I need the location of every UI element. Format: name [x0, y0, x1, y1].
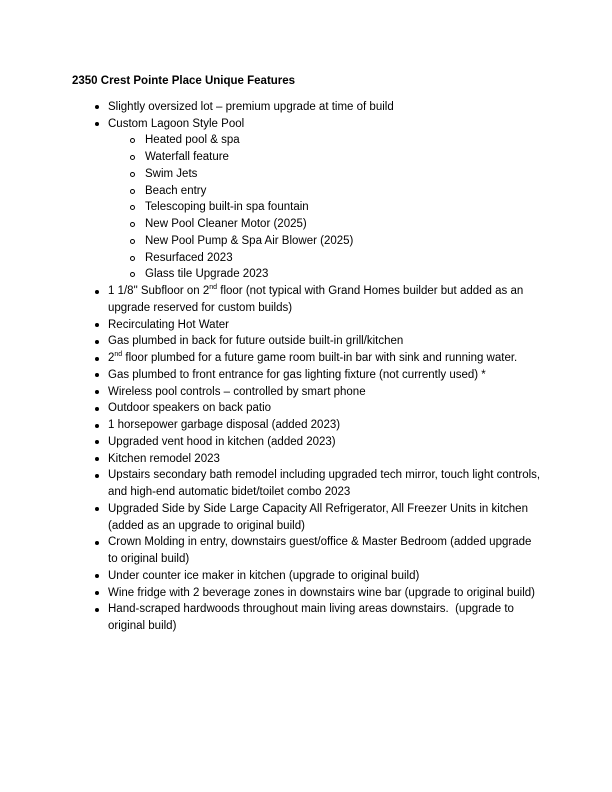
text-segment: Upgraded vent hood in kitchen (added 2023) [108, 435, 336, 448]
list-item [72, 350, 542, 367]
text-segment: Upstairs secondary bath remodel including upgraded tech mirror, touch light controls, and high-end automatic bidet/toilet combo 2023 [108, 469, 544, 498]
list-item [72, 434, 542, 451]
list-item-text [108, 384, 542, 401]
list-item-text [108, 367, 542, 384]
text-segment: Outdoor speakers on back patio [108, 402, 272, 415]
text-segment: New Pool Pump & Spa Air Blower (2025) [145, 234, 354, 247]
list-item [72, 333, 542, 350]
list-item [72, 534, 542, 568]
list-item [72, 250, 542, 267]
text-segment: Crown Molding in entry, downstairs guest/office & Master Bedroom (added upgrade to original build) [108, 536, 535, 565]
list-item-text [108, 467, 542, 501]
features-list [72, 99, 542, 635]
list-item [72, 183, 542, 200]
list-item [72, 451, 542, 468]
list-item [72, 601, 542, 635]
list-item [72, 266, 542, 283]
bullet-disc-icon [95, 384, 108, 395]
list-item-text [145, 183, 542, 200]
text-segment: 1 1/8" Subfloor on 2 [108, 285, 210, 297]
list-item [72, 501, 542, 535]
text-segment: Gas plumbed to front entrance for gas lighting fixture (not currently used) * [108, 368, 486, 381]
list-item [72, 166, 542, 183]
bullet-disc-icon [95, 467, 108, 478]
bullet-disc-icon [95, 568, 108, 579]
list-item [72, 400, 542, 417]
list-item-text [108, 601, 542, 635]
text-segment: Kitchen remodel 2023 [108, 452, 220, 465]
list-item [72, 367, 542, 384]
list-item-text [108, 116, 542, 133]
list-item [72, 199, 542, 216]
list-item-text [145, 199, 542, 216]
list-item-text [108, 568, 542, 585]
bullet-circle-icon [130, 216, 145, 227]
bullet-disc-icon [95, 333, 108, 344]
text-segment: Heated pool & spa [145, 134, 240, 147]
list-item-text [108, 501, 542, 535]
list-item [72, 99, 542, 116]
bullet-circle-icon [130, 233, 145, 244]
list-item-text [145, 233, 542, 250]
list-item [72, 384, 542, 401]
list-item-text [145, 266, 542, 283]
list-item [72, 132, 542, 149]
superscript-text-segment: nd [209, 284, 218, 292]
bullet-disc-icon [95, 434, 108, 445]
list-item-text [145, 132, 542, 149]
text-segment: Telescoping built-in spa fountain [145, 201, 309, 214]
bullet-disc-icon [95, 601, 108, 612]
list-item [72, 568, 542, 585]
list-item-text [108, 333, 542, 350]
list-item-text [108, 534, 542, 568]
text-segment: Waterfall feature [145, 151, 229, 163]
text-segment: Glass tile Upgrade 2023 [145, 268, 269, 281]
list-item [72, 283, 542, 317]
bullet-disc-icon [95, 501, 108, 512]
text-segment: Swim Jets [145, 167, 198, 180]
list-item-text [145, 149, 542, 166]
text-segment: Custom Lagoon Style Pool [108, 117, 245, 130]
list-item [72, 149, 542, 166]
text-segment: New Pool Cleaner Motor (2025) [145, 218, 307, 230]
list-item-text [145, 216, 542, 233]
bullet-disc-icon [95, 585, 108, 596]
list-item-text [108, 400, 542, 417]
list-item-text [145, 166, 542, 183]
text-segment: Gas plumbed in back for future outside built-in grill/kitchen [108, 335, 404, 348]
bullet-circle-icon [130, 199, 145, 210]
text-segment: 2 [108, 352, 115, 364]
bullet-circle-icon [130, 266, 145, 277]
bullet-disc-icon [95, 99, 108, 110]
list-item [72, 417, 542, 434]
list-item [72, 467, 542, 501]
bullet-circle-icon [130, 132, 145, 143]
superscript-text-segment: nd [114, 351, 123, 359]
list-item [72, 116, 542, 133]
bullet-circle-icon [130, 183, 145, 194]
text-segment: Wireless pool controls – controlled by smart phone [108, 385, 366, 398]
bullet-disc-icon [95, 400, 108, 411]
bullet-circle-icon [130, 250, 145, 261]
bullet-disc-icon [95, 317, 108, 328]
text-segment: Under counter ice maker in kitchen (upgrade to original build) [108, 569, 420, 582]
list-item [72, 216, 542, 233]
bullet-disc-icon [95, 451, 108, 462]
document-title: 2350 Crest Pointe Place Unique Features [72, 75, 296, 87]
list-item-text [108, 283, 542, 317]
text-segment: Hand-scraped hardwoods throughout main living areas downstairs. (upgrade to original build) [108, 603, 518, 632]
text-segment: Wine fridge with 2 beverage zones in downstairs wine bar (upgrade to original build) [108, 586, 536, 599]
text-segment: floor plumbed for a future game room built-in bar with sink and running water. [122, 352, 518, 364]
bullet-disc-icon [95, 116, 108, 127]
list-item [72, 585, 542, 602]
list-item-text [108, 585, 542, 602]
text-segment: 1 horsepower garbage disposal (added 2023) [108, 419, 341, 431]
text-segment: Recirculating Hot Water [108, 318, 230, 331]
bullet-disc-icon [95, 350, 108, 361]
list-item-text [108, 451, 542, 468]
list-item-text [108, 99, 542, 116]
list-item-text [145, 250, 542, 267]
bullet-disc-icon [95, 283, 108, 294]
list-item-text [108, 434, 542, 451]
text-segment: Upgraded Side by Side Large Capacity All Refrigerator, All Freezer Units in kitchen (added as an upgrade to original build) [108, 502, 532, 532]
text-segment: Beach entry [145, 184, 207, 197]
list-item-text [108, 317, 542, 334]
list-item-text [108, 350, 542, 367]
bullet-disc-icon [95, 534, 108, 545]
bullet-circle-icon [130, 166, 145, 177]
list-item [72, 233, 542, 250]
bullet-disc-icon [95, 417, 108, 428]
text-segment: Slightly oversized lot – premium upgrade at time of build [108, 100, 394, 113]
text-segment: floor (not typical with Grand Homes builder but added as an upgrade reserved for custom builds) [108, 285, 527, 314]
bullet-circle-icon [130, 149, 145, 160]
text-segment: Resurfaced 2023 [145, 251, 233, 264]
list-item [72, 317, 542, 334]
bullet-disc-icon [95, 367, 108, 378]
list-item-text [108, 417, 542, 434]
